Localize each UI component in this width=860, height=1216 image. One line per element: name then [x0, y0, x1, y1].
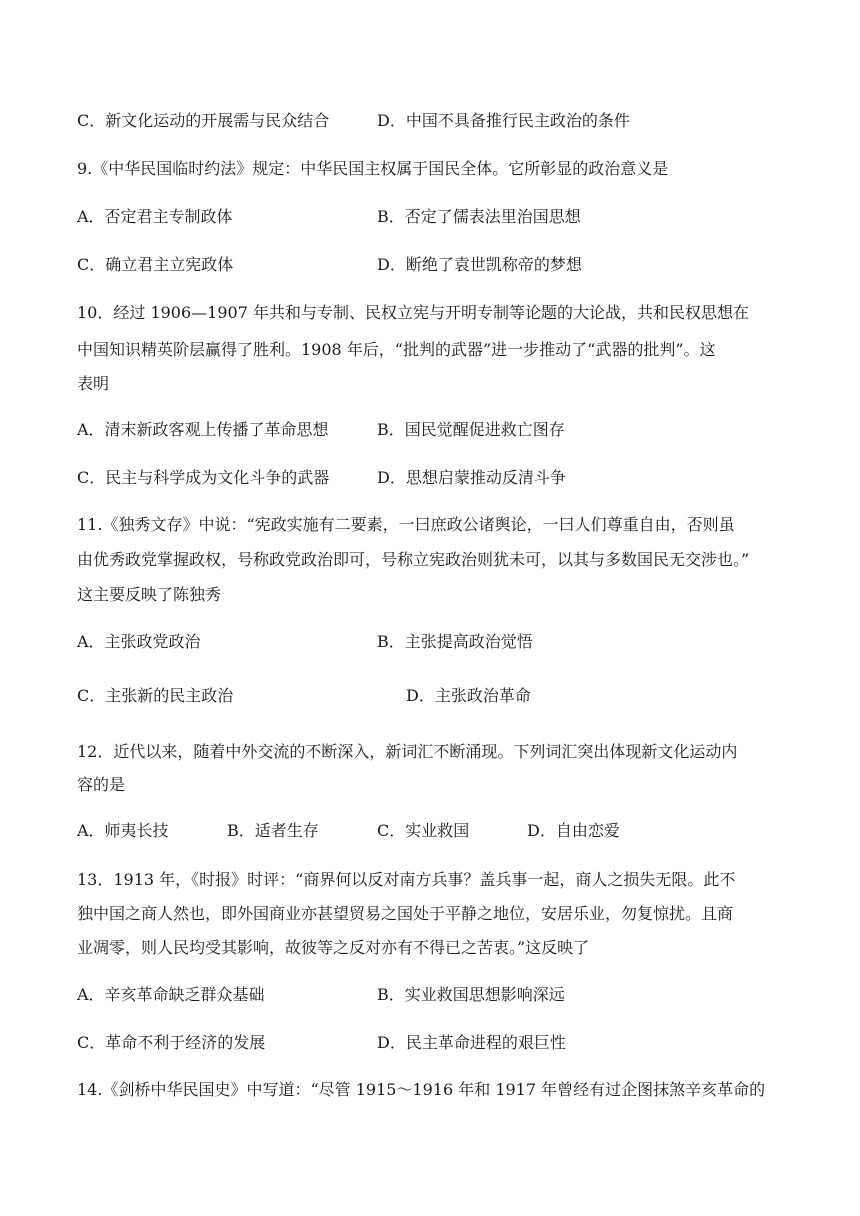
- q13-option-d: D．民主革命进程的艰巨性: [377, 1033, 566, 1052]
- q9-option-d: D．断绝了袁世凯称帝的梦想: [377, 255, 582, 274]
- q10-option-c: C．民主与科学成为文化斗争的武器: [77, 468, 330, 487]
- q11-option-a: A．主张政党政治: [77, 632, 201, 651]
- q13-stem-line-2: 独中国之商人然也，即外国商业亦甚望贸易之国处于平静之地位，安居乐业，勿复惊扰。且商: [77, 904, 734, 923]
- q12-stem-line-1: 12．近代以来，随着中外交流的不断深入，新词汇不断涌现。下列词汇突出体现新文化运动内: [77, 742, 738, 761]
- q10-stem-line-1: 10．经过 1906—1907 年共和与专制、民权立宪与开明专制等论题的大论战，共和民权思想在: [77, 303, 749, 322]
- q12-option-b: B．适者生存: [227, 821, 319, 840]
- q12-option-a: A．师夷长技: [77, 821, 169, 840]
- q13-option-b: B．实业救国思想影响深远: [377, 985, 565, 1004]
- q10-option-a: A．清末新政客观上传播了革命思想: [77, 420, 329, 439]
- q8-option-d: D．中国不具备推行民主政治的条件: [377, 111, 630, 130]
- q14-stem-line-1: 14.《剑桥中华民国史》中写道：“尽管 1915～1916 年和 1917 年曾经有过企图抹煞辛亥革命的: [77, 1080, 766, 1099]
- q13-stem-line-1: 13．1913 年，《时报》时评：“商界何以反对南方兵事？盖兵事一起，商人之损失无限。此不: [77, 870, 736, 889]
- q8-option-c: C．新文化运动的开展需与民众结合: [77, 111, 330, 130]
- q9-option-c: C．确立君主立宪政体: [77, 255, 234, 274]
- q13-option-c: C．革命不利于经济的发展: [77, 1033, 266, 1052]
- q12-option-d: D．自由恋爱: [527, 821, 620, 840]
- q9-stem: 9.《中华民国临时约法》规定：中华民国主权属于国民全体。它所彰显的政治意义是: [77, 159, 669, 178]
- q9-option-b: B．否定了儒表法里治国思想: [377, 207, 581, 226]
- q10-option-d: D．思想启蒙推动反清斗争: [377, 468, 566, 487]
- q10-stem-line-3: 表明: [77, 374, 110, 393]
- q11-option-c: C．主张新的民主政治: [77, 686, 234, 705]
- q11-stem-line-3: 这主要反映了陈独秀: [77, 585, 222, 604]
- q10-stem-line-2: 中国知识精英阶层赢得了胜利。1908 年后，“批判的武器”进一步推动了“武器的批判”。这: [77, 340, 716, 359]
- q13-stem-line-3: 业凋零，则人民均受其影响，故彼等之反对亦有不得已之苦衷。”这反映了: [77, 938, 590, 957]
- q10-option-b: B．国民觉醒促进救亡图存: [377, 420, 565, 439]
- q12-option-c: C．实业救国: [377, 821, 470, 840]
- q13-option-a: A．辛亥革命缺乏群众基础: [77, 985, 265, 1004]
- q11-option-d: D．主张政治革命: [406, 686, 531, 705]
- q11-stem-line-2: 由优秀政党掌握政权，号称政党政治即可，号称立宪政治则犹未可，以其与多数国民无交涉也。”: [77, 550, 750, 569]
- q11-stem-line-1: 11.《独秀文存》中说：“宪政实施有二要素，一曰庶政公诸舆论，一曰人们尊重自由，否则虽: [77, 515, 735, 534]
- q11-option-b: B．主张提高政治觉悟: [377, 632, 533, 651]
- q9-option-a: A．否定君主专制政体: [77, 207, 233, 226]
- q12-stem-line-2: 容的是: [77, 775, 126, 794]
